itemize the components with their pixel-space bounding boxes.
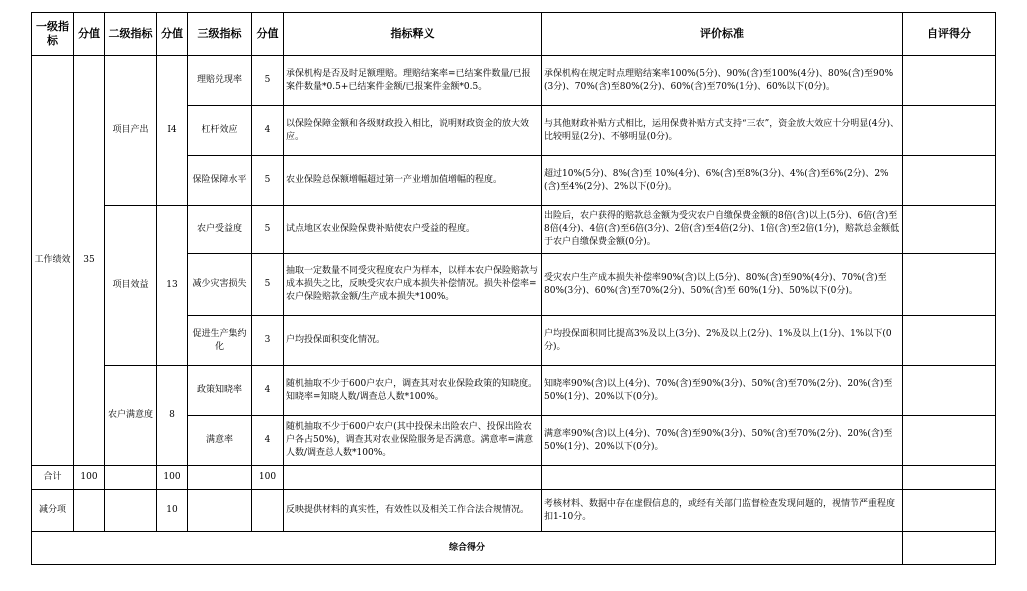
header-criteria: 评价标准 xyxy=(542,13,903,56)
level2-name: 农户满意度 xyxy=(105,366,157,466)
header-level1: 一级指标 xyxy=(32,13,74,56)
level3-score: 4 xyxy=(252,106,284,156)
level3-name: 政策知晓率 xyxy=(188,366,252,416)
total-score2: 100 xyxy=(157,466,188,490)
level2-score: 8 xyxy=(157,366,188,466)
header-score1: 分值 xyxy=(74,13,105,56)
level3-score: 3 xyxy=(252,316,284,366)
definition-cell: 以保险保障金额和各级财政投入相比，说明财政资金的放大效应。 xyxy=(284,106,542,156)
header-score3: 分值 xyxy=(252,13,284,56)
definition-cell: 随机抽取不少于600户农户，调查其对农业保险政策的知晓度。知晓率=知晓人数/调查总人数*100%。 xyxy=(284,366,542,416)
level2-name: 项目产出 xyxy=(105,56,157,206)
definition-cell: 农业保险总保额增幅超过第一产业增加值增幅的程度。 xyxy=(284,156,542,206)
definition-cell: 抽取一定数量不同受灾程度农户为样本，以样本农户保险赔款与成本损失之比，反映受灾农户成本损失补偿情况。损失补偿率=农户保险赔款金额/生产成本损失*100%。 xyxy=(284,254,542,316)
level3-score: 5 xyxy=(252,206,284,254)
deduction-criteria: 考核材料、数据中存在虚假信息的，或经有关部门监督检查发现问题的，视情节严重程度扣1-10分。 xyxy=(542,490,903,532)
deduction-definition: 反映提供材料的真实性，有效性以及相关工作合法合规情况。 xyxy=(284,490,542,532)
level3-score: 5 xyxy=(252,156,284,206)
table-row xyxy=(32,366,996,416)
level1-score: 35 xyxy=(74,56,105,466)
level1-name: 工作绩效 xyxy=(32,56,74,466)
level3-name: 农户受益度 xyxy=(188,206,252,254)
criteria-cell: 超过10%(5分)、8%(含)至 10%(4分)、6%(含)至8%(3分)、4%(含)至6%(2分)、2%(含)至4%(2分)、2%以下(0分)。 xyxy=(542,156,903,206)
criteria-cell: 户均投保面积同比提高3%及以上(3分)、2%及以上(2分)、1%及以上(1分)、1%以下(0分)。 xyxy=(542,316,903,366)
level3-name: 理赔兑现率 xyxy=(188,56,252,106)
header-score2: 分值 xyxy=(157,13,188,56)
criteria-cell: 受灾农户生产成本损失补偿率90%(含)以上(5分)、80%(含)至90%(4分)、70%(含)至80%(3分)、60%(含)至70%(2分)、50%(含)至 60%(1分)、50%以下(0分)。 xyxy=(542,254,903,316)
level3-name: 杠杆效应 xyxy=(188,106,252,156)
criteria-cell: 知晓率90%(含)以上(4分)、70%(含)至90%(3分)、50%(含)至70%(2分)、20%(含)至50%(1分)、20%以下(0分)。 xyxy=(542,366,903,416)
definition-cell: 承保机构是否及时足额理赔。理赔结案率=已结案件数量/已报案件数量*0.5+已结案件金额/已报案件金额*0.5。 xyxy=(284,56,542,106)
table-row xyxy=(32,56,996,106)
level2-score: I4 xyxy=(157,56,188,206)
self-score-cell[interactable] xyxy=(903,316,996,366)
total-label: 合计 xyxy=(32,466,74,490)
self-score-cell[interactable] xyxy=(903,156,996,206)
deduction-score: 10 xyxy=(157,490,188,532)
total-row xyxy=(32,466,996,490)
level2-name: 项目效益 xyxy=(105,206,157,366)
overall-score-cell[interactable] xyxy=(903,532,996,565)
criteria-cell: 承保机构在规定时点理赔结案率100%(5分)、90%(含)至100%(4分)、80%(含)至90%(3分)、70%(含)至80%(2分)、60%(含)至70%(1分)、60%以下(0分)。 xyxy=(542,56,903,106)
deduction-row xyxy=(32,490,996,532)
self-score-cell[interactable] xyxy=(903,366,996,416)
overall-score-label: 综合得分 xyxy=(32,532,903,565)
self-score-cell[interactable] xyxy=(903,56,996,106)
level2-score: 13 xyxy=(157,206,188,366)
table-row xyxy=(32,206,996,254)
level3-name: 满意率 xyxy=(188,416,252,466)
performance-evaluation-table xyxy=(31,12,996,565)
self-score-cell[interactable] xyxy=(903,106,996,156)
self-score-cell[interactable] xyxy=(903,466,996,490)
level3-score: 4 xyxy=(252,416,284,466)
self-score-cell[interactable] xyxy=(903,206,996,254)
header-level3: 三级指标 xyxy=(188,13,252,56)
criteria-cell: 与其他财政补贴方式相比，运用保费补贴方式支持“三农”，资金放大效应十分明显(4分)、比较明显(2分)、不够明显(0分)。 xyxy=(542,106,903,156)
level3-score: 4 xyxy=(252,366,284,416)
self-score-cell[interactable] xyxy=(903,490,996,532)
total-score3: 100 xyxy=(252,466,284,490)
definition-cell: 试点地区农业保险保费补贴使农户受益的程度。 xyxy=(284,206,542,254)
header-row xyxy=(32,13,996,56)
level3-name: 保险保障水平 xyxy=(188,156,252,206)
definition-cell: 随机抽取不少于600户农户(其中投保未出险农户、投保出险农户各占50%)，调查其对农业保险服务是否满意。满意率=满意人数/调查总人数*100%。 xyxy=(284,416,542,466)
criteria-cell: 出险后，农户获得的赔款总金额为受灾农户自缴保费金额的8倍(含)以上(5分)、6倍(含)至8倍(4分)、4倍(含)至6倍(3分)、2倍(含)至4倍(2分)、1倍(含)至2倍(1分)，赔款总金额低于农户自缴保费金额(0分)。 xyxy=(542,206,903,254)
self-score-cell[interactable] xyxy=(903,254,996,316)
overall-row xyxy=(32,532,996,565)
level3-score: 5 xyxy=(252,56,284,106)
definition-cell: 户均投保面积变化情况。 xyxy=(284,316,542,366)
header-definition: 指标释义 xyxy=(284,13,542,56)
header-level2: 二级指标 xyxy=(105,13,157,56)
level3-name: 促进生产集约化 xyxy=(188,316,252,366)
deduction-label: 减分项 xyxy=(32,490,74,532)
self-score-cell[interactable] xyxy=(903,416,996,466)
criteria-cell: 满意率90%(含)以上(4分)、70%(含)至90%(3分)、50%(含)至70%(2分)、20%(含)至50%(1分)、20%以下(0分)。 xyxy=(542,416,903,466)
header-self-score: 自评得分 xyxy=(903,13,996,56)
total-score1: 100 xyxy=(74,466,105,490)
level3-score: 5 xyxy=(252,254,284,316)
level3-name: 减少灾害损失 xyxy=(188,254,252,316)
